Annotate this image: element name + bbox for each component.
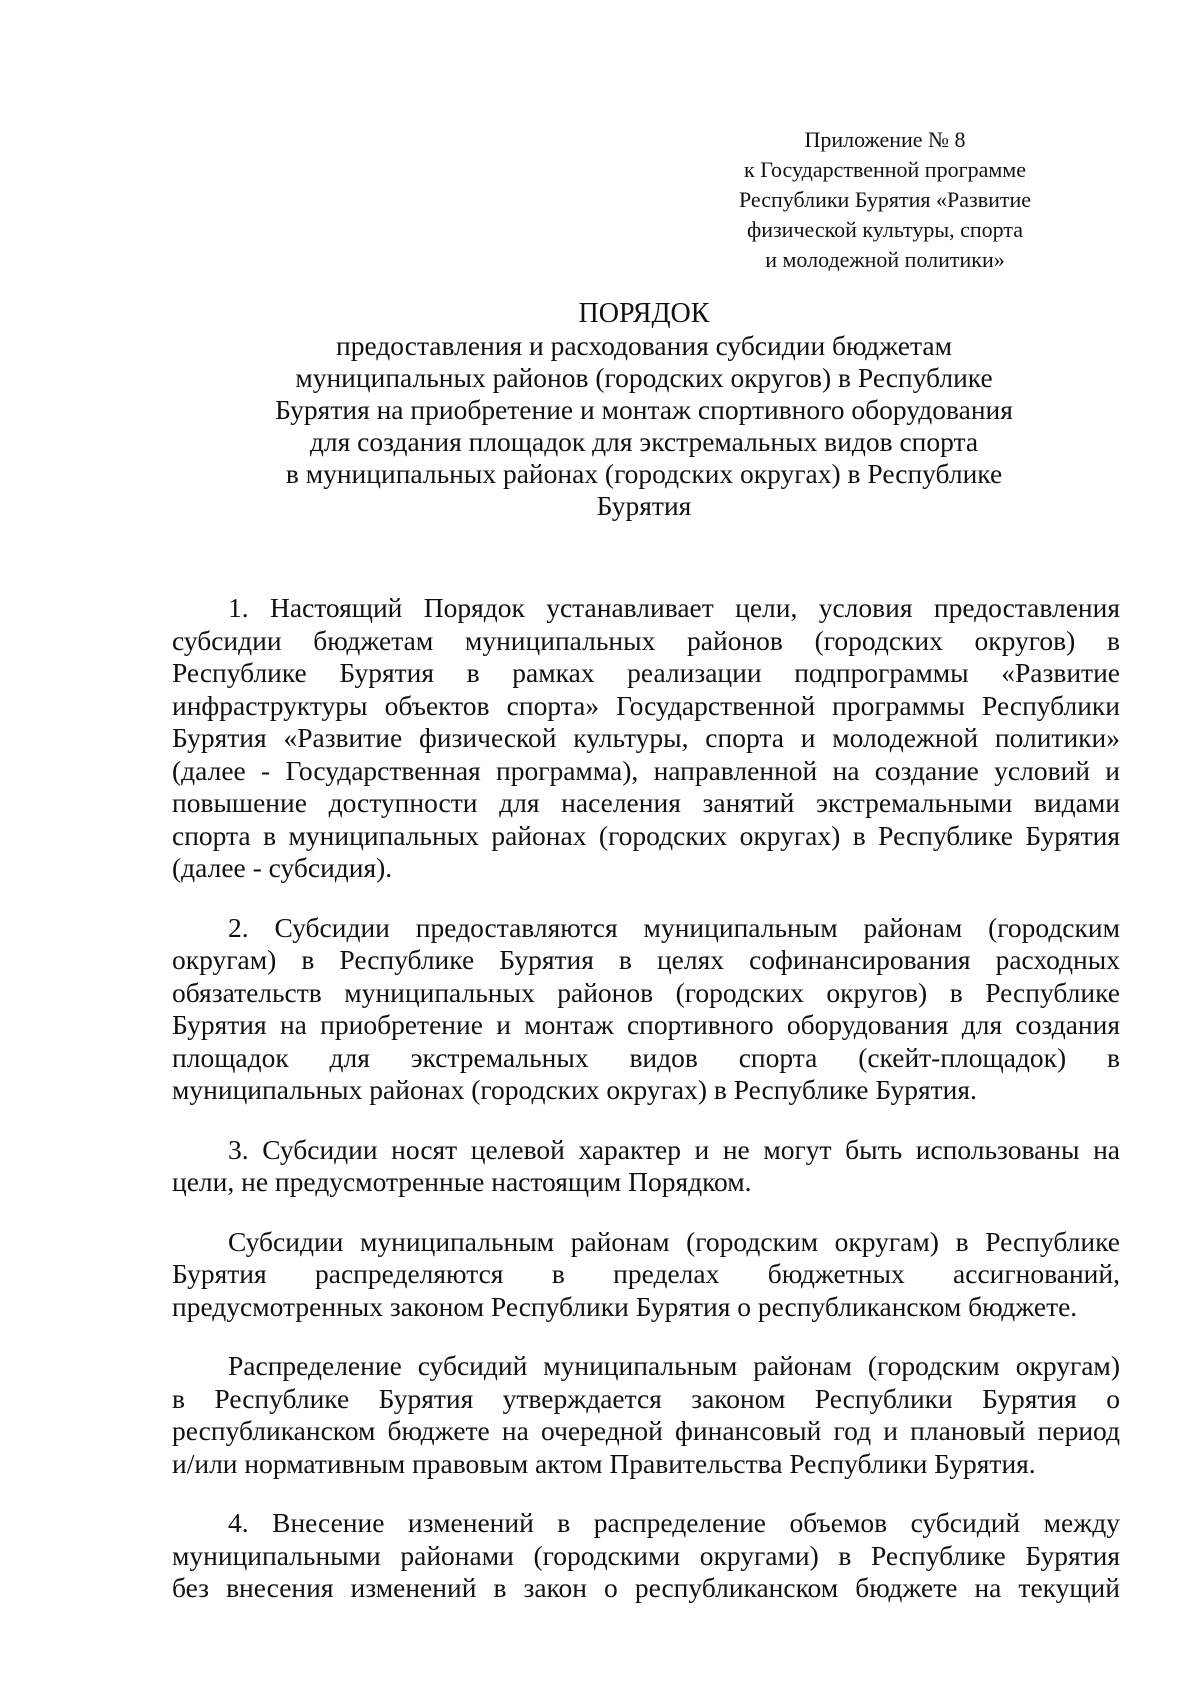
title-line: для создания площадок для экстремальных видов спорта <box>309 426 979 457</box>
annex-line: Республики Бурятия «Развитие <box>738 187 1032 212</box>
text-line: Бурятия «Развитие физической культуры, спорта и молодежной политики» <box>172 722 1120 753</box>
text-line: Республике Бурятия в рамках реализации подпрограммы «Развитие <box>172 657 1120 688</box>
document-body <box>172 592 1120 1605</box>
paragraph-2 <box>172 912 1120 1107</box>
title-line: Бурятия <box>596 490 692 521</box>
text-line: муниципальными районами (городскими округами) в Республике Бурятия <box>172 1539 1120 1571</box>
text-line: 3. Субсидии носят целевой характер и не могут быть использованы на <box>228 1133 1120 1165</box>
paragraph-6 <box>172 1507 1120 1605</box>
text-line: субсидии бюджетам муниципальных районов (городских округов) в <box>172 624 1120 656</box>
title-heading: ПОРЯДОК <box>578 298 710 329</box>
text-line: муниципальных районах (городских округах) в Республике Бурятия. <box>172 1074 977 1105</box>
text-line: инфраструктуры объектов спорта» Государственной программы Республики <box>172 689 1120 721</box>
title-line: Бурятия на приобретение и монтаж спортивного оборудования <box>275 394 1013 425</box>
text-line: Бурятия на приобретение и монтаж спортивного оборудования для создания <box>172 1009 1120 1040</box>
text-line: без внесения изменений в закон о республиканском бюджете на текущий <box>172 1572 1120 1603</box>
text-line: повышение доступности для населения занятий экстремальными видами <box>172 787 1120 818</box>
text-line: обязательств муниципальных районов (городских округов) в Республике <box>172 976 1120 1008</box>
text-line: Бурятия распределяются в пределах бюджетных ассигнований, <box>172 1258 1120 1289</box>
text-line: (далее - Государственная программа), направленной на создание условий и <box>172 754 1120 786</box>
text-line: республиканском бюджете на очередной финансовый год и плановый период <box>172 1415 1120 1446</box>
text-line: площадок для экстремальных видов спорта (скейт-площадок) в <box>172 1041 1120 1073</box>
paragraph-5 <box>172 1350 1120 1480</box>
text-line: предусмотренных законом Республики Бурятия о республиканском бюджете. <box>172 1290 1078 1322</box>
paragraph-1 <box>172 592 1120 885</box>
annex-line: Приложение № 8 <box>804 127 966 152</box>
text-line: округам) в Республике Бурятия в целях софинансирования расходных <box>172 944 1120 975</box>
text-line: 2. Субсидии предоставляются муниципальным районам (городским <box>228 911 1120 943</box>
annex-reference <box>706 125 1064 275</box>
annex-line: и молодежной политики» <box>765 247 1005 272</box>
text-line: 4. Внесение изменений в распределение объемов субсидий между <box>228 1507 1120 1538</box>
paragraph-4 <box>172 1226 1120 1324</box>
annex-line: к Государственной программе <box>744 157 1026 182</box>
title-line: в муниципальных районах (городских округах) в Республике <box>285 458 1003 489</box>
text-line: Субсидии муниципальным районам (городским округам) в Республике <box>228 1225 1120 1257</box>
paragraph-3 <box>172 1134 1120 1199</box>
text-line: спорта в муниципальных районах (городских округах) в Республике Бурятия <box>172 819 1120 851</box>
text-line: (далее - субсидия). <box>172 852 393 883</box>
document-title <box>170 298 1118 522</box>
text-line: и/или нормативным правовым актом Правительства Республики Бурятия. <box>172 1447 1036 1479</box>
title-line: муниципальных районов (городских округов) в Республике <box>295 362 993 393</box>
text-line: в Республике Бурятия утверждается законом Республики Бурятия о <box>172 1382 1120 1414</box>
text-line: Распределение субсидий муниципальным районам (городским округам) <box>228 1350 1120 1381</box>
text-line: 1. Настоящий Порядок устанавливает цели, условия предоставления <box>228 592 1120 623</box>
text-line: цели, не предусмотренные настоящим Порядком. <box>172 1166 752 1197</box>
title-line: предоставления и расходования субсидии бюджетам <box>336 330 952 361</box>
annex-line: физической культуры, спорта <box>746 217 1024 242</box>
